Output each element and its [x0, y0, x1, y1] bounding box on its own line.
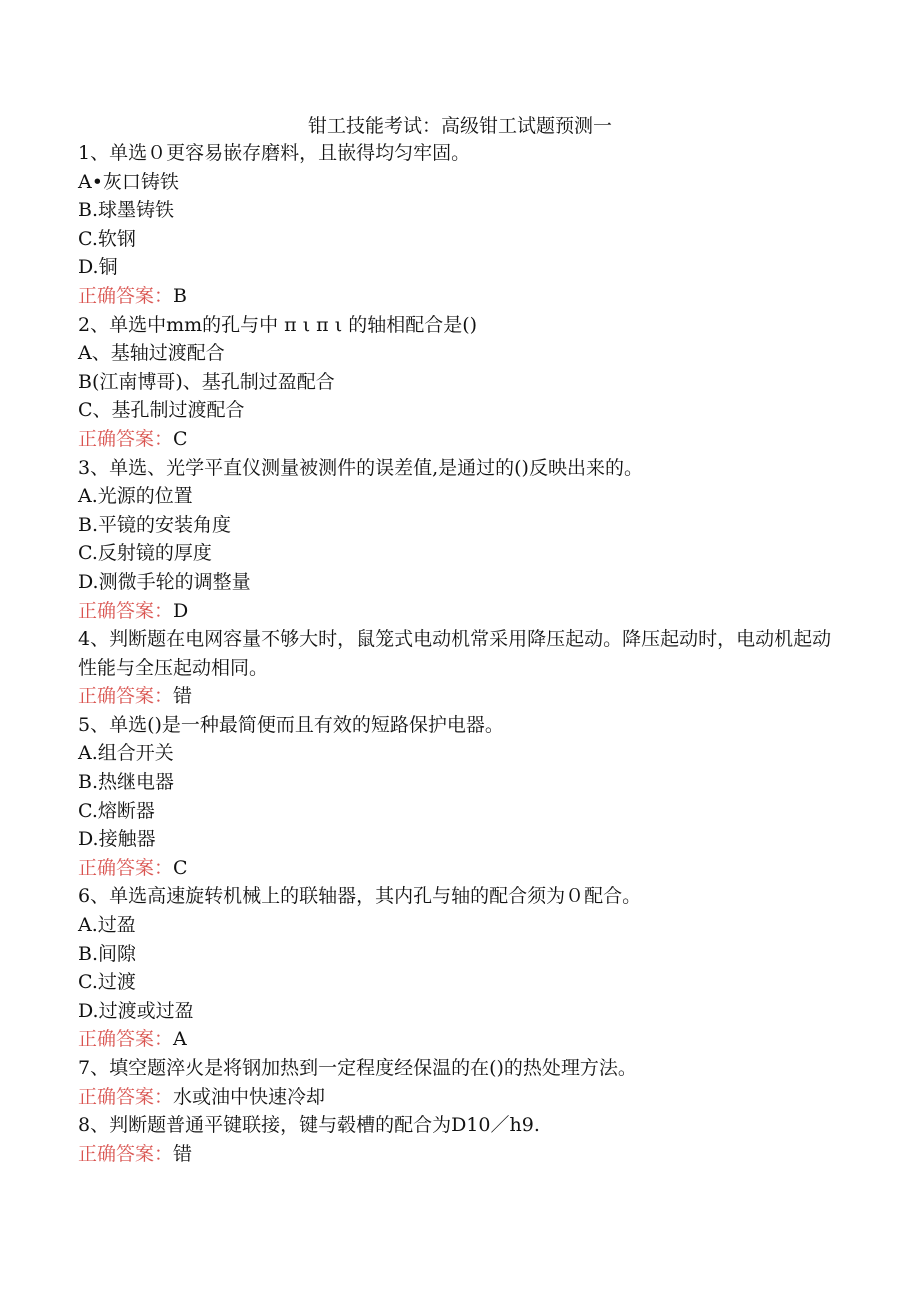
question-6-answer: [78, 1025, 838, 1054]
question-6-option-a: A.过盈: [78, 914, 136, 937]
question-4-answer: [78, 682, 838, 711]
document-title: 钳工技能考试：高级钳工试题预测一: [307, 115, 612, 137]
answer-value: C: [173, 427, 188, 450]
question-3-text: 3、单选、光学平直仪测量被测件的误差值,是通过的()反映出来的。: [78, 456, 643, 479]
question-5-option-c: C.熔断器: [78, 799, 155, 822]
answer-value: C: [173, 856, 188, 879]
question-2-option-c: C、基孔制过渡配合: [78, 399, 245, 422]
question-3-option-d: D.测微手轮的调整量: [78, 570, 251, 593]
question-4-text: 4、判断题在电网容量不够大时，鼠笼式电动机常采用降压起动。降压起动时，电动机起动性能与全压起动相同。: [78, 628, 832, 679]
question-6-option-d: D.过渡或过盈: [78, 999, 194, 1022]
question-1-answer: [78, 282, 838, 311]
question-2-option-b: B(江南博哥)、基孔制过盈配合: [78, 370, 335, 393]
question-3-answer: [78, 597, 838, 626]
question-8-answer: [78, 1140, 838, 1169]
question-1-option-a: A•灰口铸铁: [78, 170, 179, 193]
question-6-option-b: B.间隙: [78, 942, 137, 965]
question-1-text: 1、单选０更容易嵌存磨料，且嵌得均匀牢固。: [78, 142, 471, 164]
answer-value: D: [173, 599, 189, 622]
question-2-answer: [78, 425, 838, 454]
question-1-option-c: C.软钢: [78, 227, 136, 250]
answer-label: 正确答案：: [78, 856, 174, 879]
question-2-text: 2、单选中mm的孔与中 π ι π ι 的轴相配合是(): [78, 313, 478, 336]
question-5-option-d: D.接触器: [78, 828, 156, 851]
question-8-text: 8、判断题普通平键联接，键与毂槽的配合为D10／h9.: [78, 1114, 540, 1137]
answer-value: 水或油中快速冷却: [173, 1085, 326, 1108]
question-5-text: 5、单选()是一种最简便而且有效的短路保护电器。: [78, 713, 504, 736]
answer-label: 正确答案：: [78, 685, 174, 708]
question-3-option-c: C.反射镜的厚度: [78, 542, 212, 565]
answer-value: A: [173, 1028, 187, 1051]
answer-value: B: [173, 284, 187, 307]
answer-label: 正确答案：: [78, 1028, 174, 1051]
question-6-option-c: C.过渡: [78, 971, 136, 994]
answer-label: 正确答案：: [78, 427, 174, 450]
question-6-text: 6、单选高速旋转机械上的联轴器，其内孔与轴的配合须为０配合。: [78, 885, 642, 908]
answer-value: 错: [173, 685, 193, 708]
question-3-option-a: A.光源的位置: [78, 485, 193, 508]
question-7-text: 7、填空题淬火是将钢加热到一定程度经保温的在()的热处理方法。: [78, 1057, 637, 1079]
answer-label: 正确答案：: [78, 284, 174, 307]
answer-value: 错: [173, 1142, 193, 1165]
question-list: [78, 139, 838, 1168]
question-3-option-b: B.平镜的安装角度: [78, 513, 232, 536]
answer-label: 正确答案：: [78, 1085, 174, 1108]
question-5-option-b: B.热继电器: [78, 771, 175, 794]
question-1-option-d: D.铜: [78, 256, 118, 279]
question-1-option-b: B.球墨铸铁: [78, 199, 175, 222]
question-2-option-a: A、基轴过渡配合: [78, 342, 225, 365]
question-7-answer: [78, 1083, 838, 1112]
question-5-answer: [78, 854, 838, 883]
answer-label: 正确答案：: [78, 1142, 174, 1165]
answer-label: 正确答案：: [78, 599, 174, 622]
question-5-option-a: A.组合开关: [78, 742, 174, 765]
